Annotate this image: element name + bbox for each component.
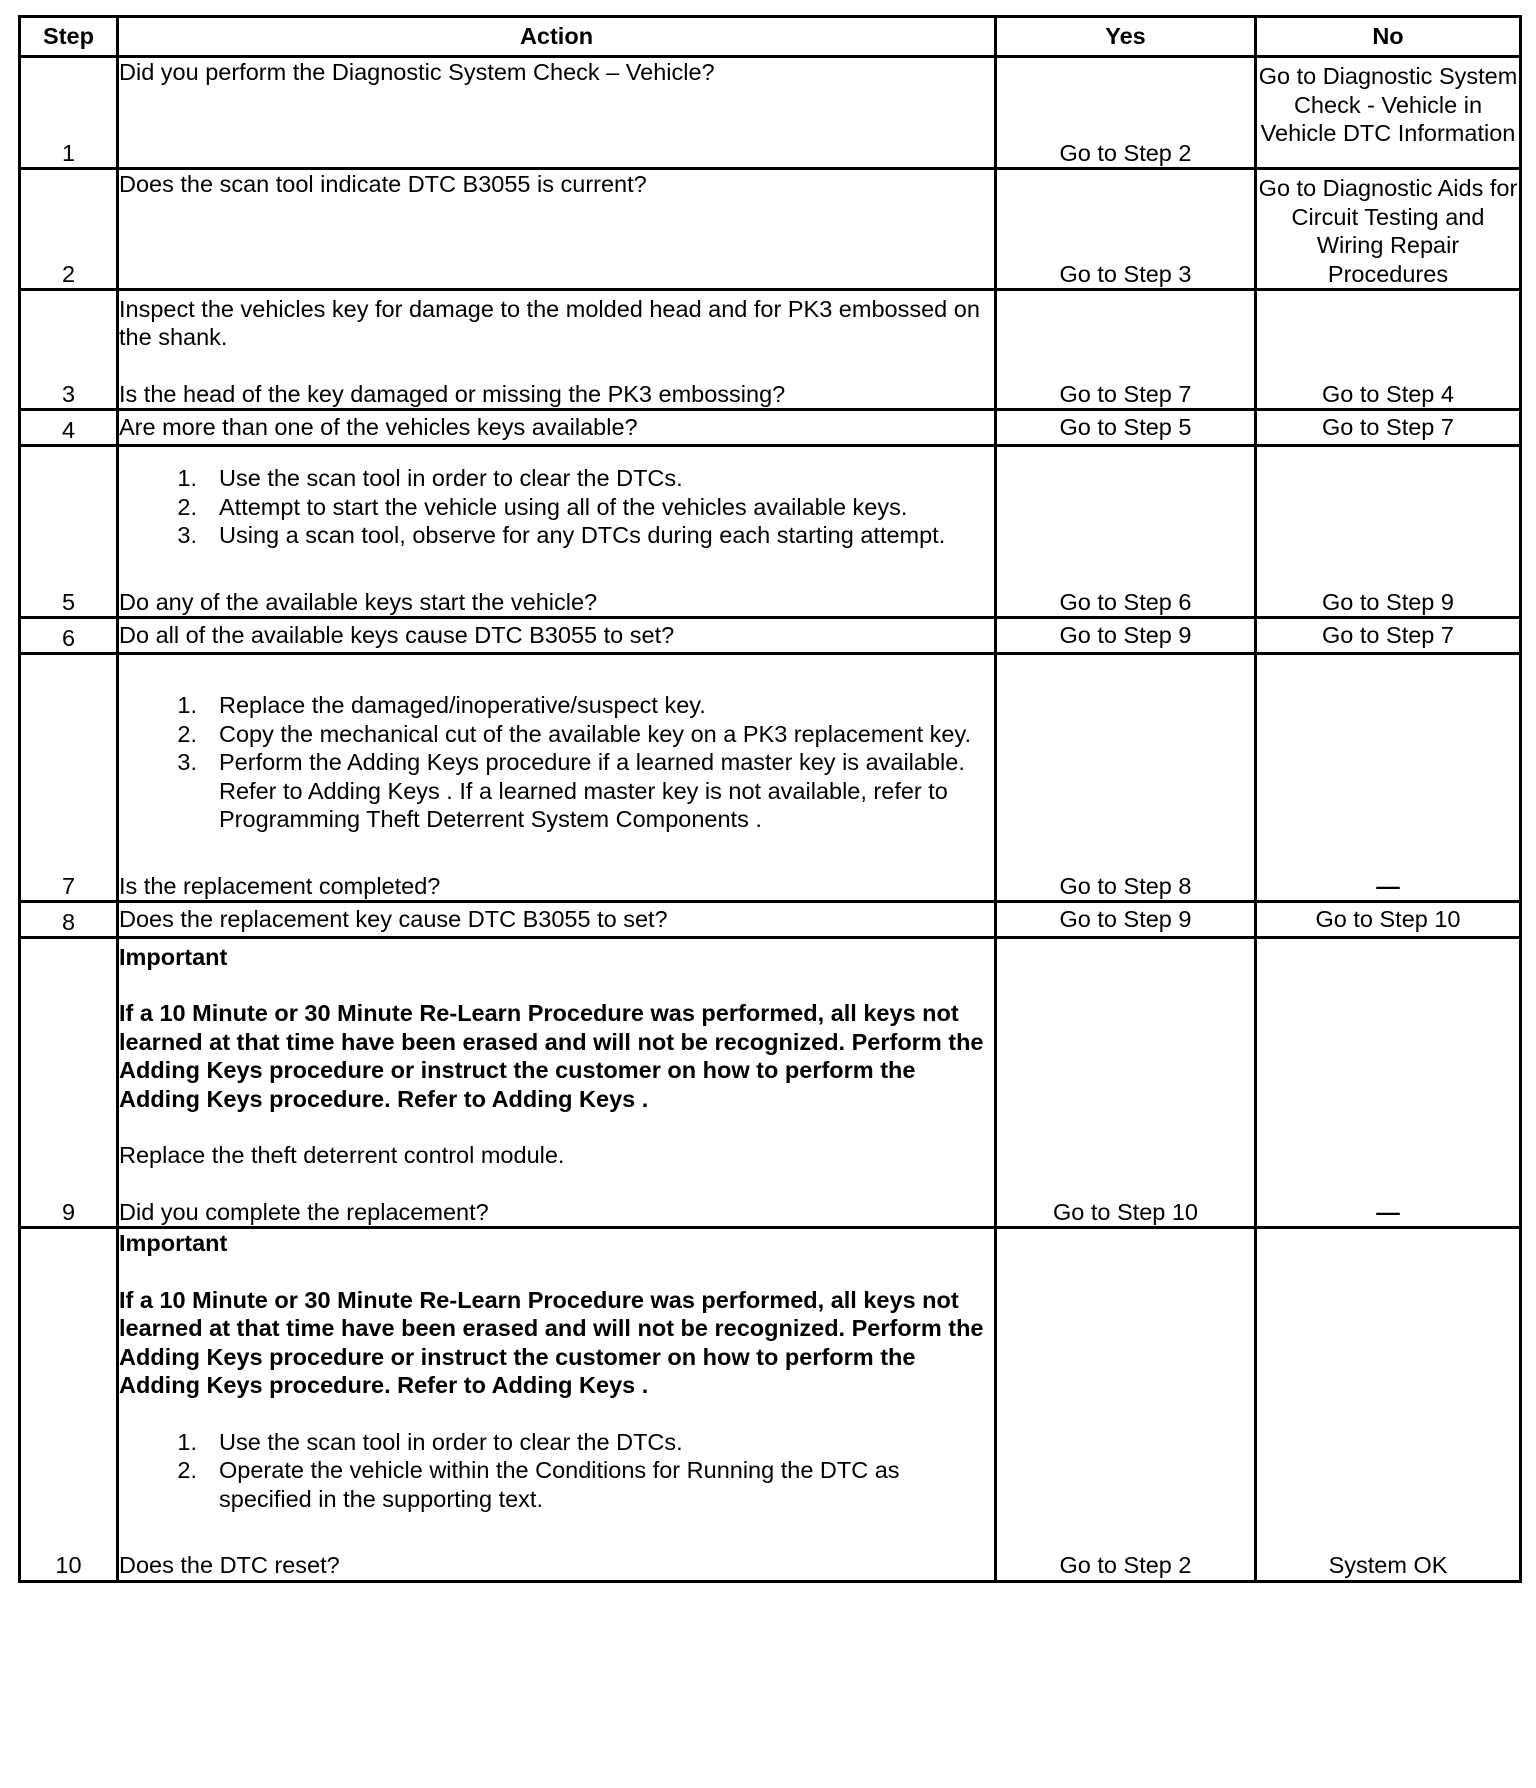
action-cell [118, 290, 996, 410]
no-cell: Go to Diagnostic Aids for Circuit Testing and Wiring Repair Procedures [1256, 169, 1521, 290]
header-action: Action [118, 17, 996, 57]
procedure-list [119, 464, 994, 550]
list-item: 2. Operate the vehicle within the Conditions for Running the DTC as specified in the supporting text. [177, 1457, 900, 1512]
no-cell: Go to Step 10 [1256, 902, 1521, 938]
step-number: 9 [20, 938, 118, 1228]
action-cell [118, 938, 996, 1228]
step-number: 8 [20, 902, 118, 938]
action-cell [118, 902, 996, 938]
action-cell [118, 410, 996, 446]
list-item: 3. Using a scan tool, observe for any DTCs during each starting attempt. [177, 522, 946, 548]
action-cell [118, 1228, 996, 1582]
yes-cell: Go to Step 6 [996, 446, 1256, 618]
header-row [20, 17, 1521, 57]
yes-cell: Go to Step 9 [996, 618, 1256, 654]
important-notice: If a 10 Minute or 30 Minute Re-Learn Procedure was performed, all keys not learned at that time have been erased and will not be recognized. Perform the Adding Keys procedure or instruct the customer on how to perform the Adding Keys procedure. Refer to Adding Keys . [119, 1000, 984, 1112]
yes-cell: Go to Step 3 [996, 169, 1256, 290]
important-label: Important [119, 943, 228, 970]
table-row [20, 1228, 1521, 1582]
action-cell [118, 654, 996, 902]
action-question: Is the head of the key damaged or missing the PK3 embossing? [119, 380, 786, 407]
yes-cell: Go to Step 9 [996, 902, 1256, 938]
action-cell [118, 446, 996, 618]
list-item: 1. Use the scan tool in order to clear the DTCs. [177, 1428, 683, 1455]
no-cell: Go to Step 4 [1256, 290, 1521, 410]
step-number: 2 [20, 169, 118, 290]
no-cell: Go to Diagnostic System Check - Vehicle in Vehicle DTC Information [1256, 57, 1521, 169]
no-cell: System OK [1256, 1228, 1521, 1582]
list-item: 1. Replace the damaged/inoperative/suspect key. [177, 692, 706, 718]
table-row [20, 57, 1521, 169]
action-cell [118, 57, 996, 169]
important-notice: If a 10 Minute or 30 Minute Re-Learn Procedure was performed, all keys not learned at that time have been erased and will not be recognized. Perform the Adding Keys procedure or instruct the customer on how to perform the Adding Keys procedure. Refer to Adding Keys . [119, 1286, 984, 1398]
action-cell [118, 169, 996, 290]
yes-cell: Go to Step 8 [996, 654, 1256, 902]
table-row [20, 446, 1521, 618]
action-question: Do all of the available keys cause DTC B3055 to set? [119, 622, 675, 649]
table-row [20, 938, 1521, 1228]
no-cell: — [1256, 654, 1521, 902]
action-question: Does the replacement key cause DTC B3055 to set? [119, 906, 668, 933]
action-question: Is the replacement completed? [119, 872, 441, 899]
step-number: 5 [20, 446, 118, 618]
step-number: 4 [20, 410, 118, 446]
yes-cell: Go to Step 5 [996, 410, 1256, 446]
action-question: Do any of the available keys start the vehicle? [119, 588, 598, 615]
procedure-list [119, 691, 994, 834]
yes-cell: Go to Step 2 [996, 1228, 1256, 1582]
table-row [20, 410, 1521, 446]
action-question: Does the DTC reset? [119, 1552, 340, 1578]
procedure-list [119, 1428, 994, 1514]
no-cell: Go to Step 7 [1256, 410, 1521, 446]
step-number: 10 [20, 1228, 118, 1582]
yes-cell: Go to Step 7 [996, 290, 1256, 410]
table-row [20, 290, 1521, 410]
step-number: 6 [20, 618, 118, 654]
header-yes: Yes [996, 17, 1256, 57]
table-row [20, 618, 1521, 654]
table-row [20, 169, 1521, 290]
list-item: 1. Use the scan tool in order to clear the DTCs. [177, 465, 683, 491]
list-item: 2. Attempt to start the vehicle using all of the vehicles available keys. [177, 493, 908, 520]
action-instruction: Inspect the vehicles key for damage to the molded head and for PK3 embossed on the shank. [119, 295, 980, 350]
step-number: 3 [20, 290, 118, 410]
yes-cell: Go to Step 2 [996, 57, 1256, 169]
action-cell [118, 618, 996, 654]
diagnostic-table [18, 15, 1522, 1583]
important-label: Important [119, 1230, 228, 1256]
no-cell: Go to Step 9 [1256, 446, 1521, 618]
list-item: 2. Copy the mechanical cut of the available key on a PK3 replacement key. [177, 720, 971, 747]
no-cell: Go to Step 7 [1256, 618, 1521, 654]
no-cell: — [1256, 938, 1521, 1228]
header-no: No [1256, 17, 1521, 57]
action-question: Does the scan tool indicate DTC B3055 is current? [119, 171, 647, 197]
step-number: 7 [20, 654, 118, 902]
list-item: 3. Perform the Adding Keys procedure if a learned master key is available. Refer to Adding Keys . If a learned master key is not available, refer to Programming Theft Deterrent System Components . [177, 749, 965, 832]
action-question: Did you perform the Diagnostic System Check – Vehicle? [119, 59, 715, 85]
table-row [20, 654, 1521, 902]
step-number: 1 [20, 57, 118, 169]
action-question: Are more than one of the vehicles keys available? [119, 414, 638, 441]
header-step: Step [20, 17, 118, 57]
table-row [20, 902, 1521, 938]
action-question: Did you complete the replacement? [119, 1198, 489, 1225]
yes-cell: Go to Step 10 [996, 938, 1256, 1228]
action-instruction: Replace the theft deterrent control module. [119, 1142, 565, 1168]
